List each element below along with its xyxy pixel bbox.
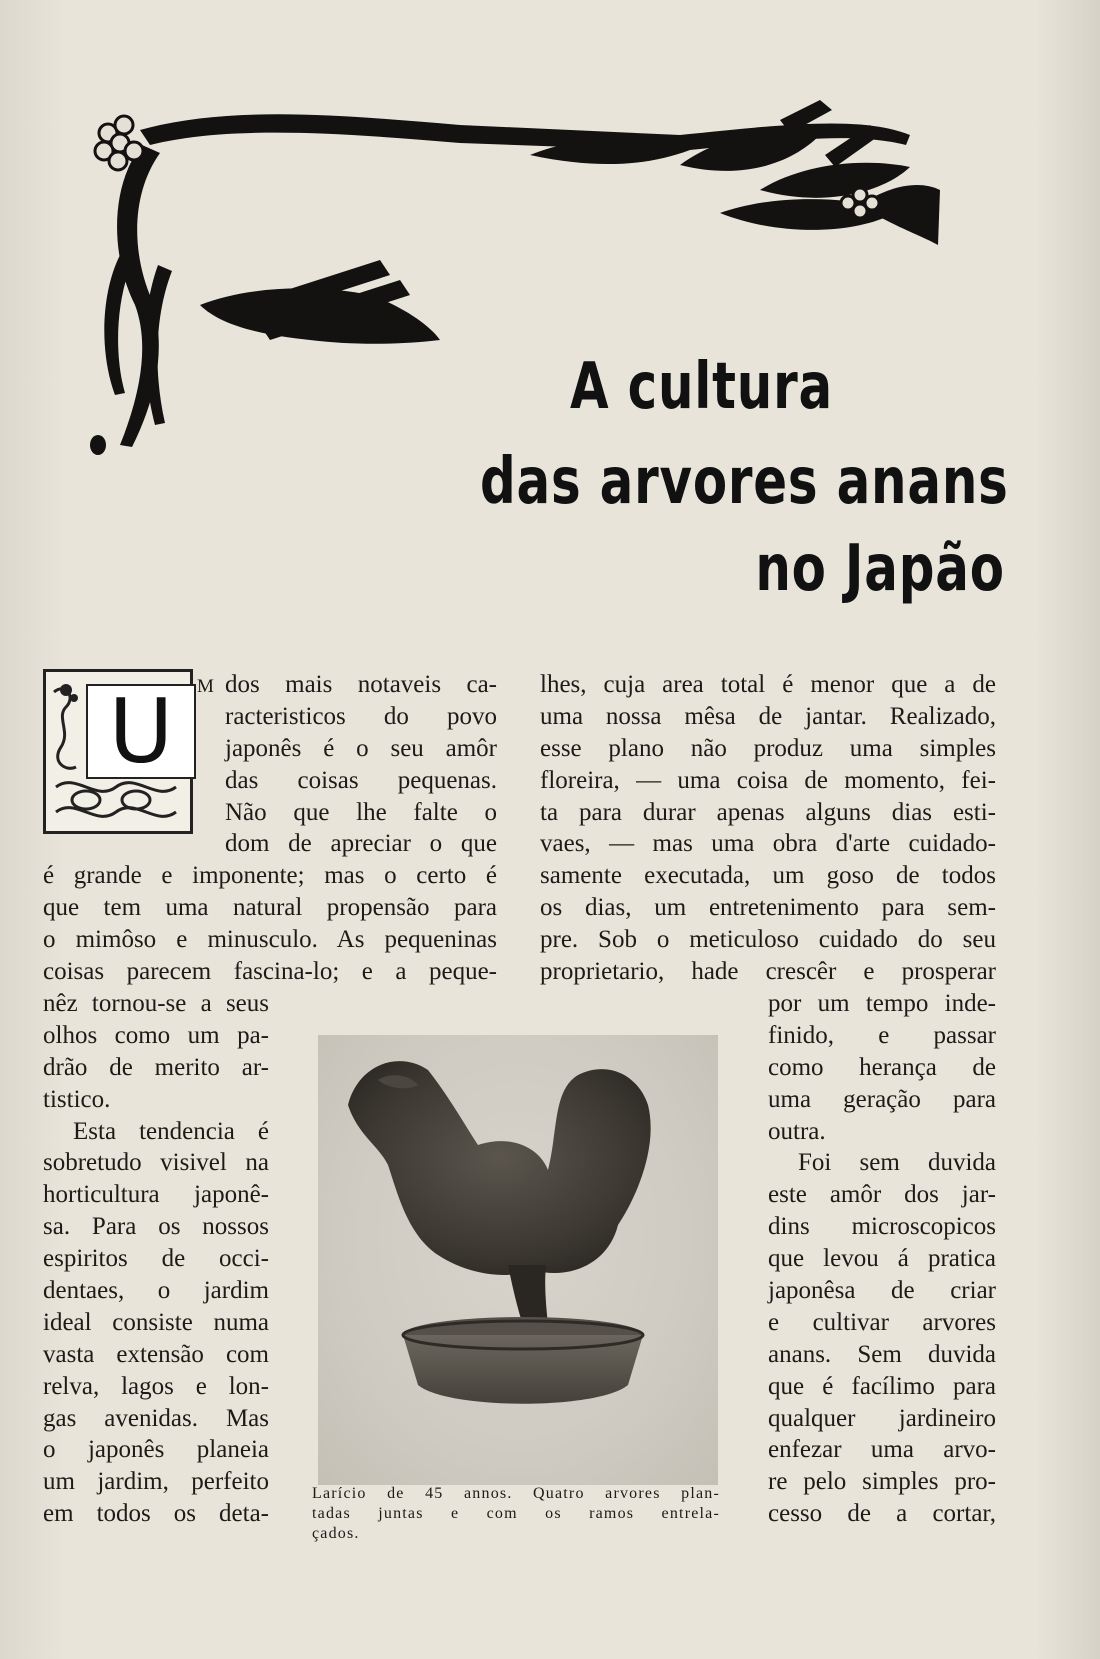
text-line: sa. Para os nossos xyxy=(43,1213,269,1241)
text-line: re pelo simples pro- xyxy=(768,1468,996,1496)
text-line: dins microscopicos xyxy=(768,1213,996,1241)
text-line: proprietario, hade crescêr e prosperar xyxy=(540,958,996,986)
text-line: ideal consiste numa xyxy=(43,1308,269,1336)
text-line: ta para durar apenas alguns dias esti- xyxy=(540,798,996,826)
text-line: horticultura japonê- xyxy=(43,1181,269,1209)
left-column-bottom xyxy=(43,988,269,1530)
photo-caption xyxy=(312,1484,720,1544)
text-line: pre. Sob o meticuloso cuidado do seu xyxy=(540,926,996,954)
title-line-1: A cultura xyxy=(570,350,833,424)
text-line: outra. xyxy=(768,1117,826,1145)
text-line: japonês é o seu amôr xyxy=(225,734,497,762)
text-line: samente executada, um goso de todos xyxy=(540,862,996,890)
text-line: Não que lhe falte o xyxy=(225,798,497,826)
text-line: finido, e passar xyxy=(768,1021,996,1049)
text-line: dos mais notaveis ca- xyxy=(225,671,497,698)
text-line: sobretudo visivel na xyxy=(43,1149,269,1177)
text-line: o japonês planeia xyxy=(43,1436,269,1464)
left-column-top xyxy=(225,669,497,860)
text-line: anans. Sem duvida xyxy=(768,1340,996,1368)
text-line: é grande e imponente; mas o certo é xyxy=(43,862,497,889)
text-line: lhes, cuja area total é menor que a de xyxy=(540,671,996,698)
text-line: por um tempo inde- xyxy=(768,990,996,1017)
caption-line: tadas juntas e com os ramos entrela- xyxy=(312,1505,720,1522)
drop-cap-letter: U xyxy=(86,684,196,779)
text-line: e cultivar arvores xyxy=(768,1308,996,1336)
text-line: das coisas pequenas. xyxy=(225,766,497,794)
bonsai-photo xyxy=(318,1035,718,1485)
text-line: um jardim, perfeito xyxy=(43,1468,269,1496)
right-column-top xyxy=(540,669,996,988)
text-line: os dias, um entretenimento para sem- xyxy=(540,894,996,922)
left-column-full-width xyxy=(43,860,497,988)
title-line-2: das arvores anans xyxy=(480,445,1009,519)
text-line: racteristicos do povo xyxy=(225,702,497,730)
caption-line: Larício de 45 annos. Quatro arvores plan- xyxy=(312,1485,720,1502)
text-line: Foi sem duvida xyxy=(798,1149,996,1177)
text-line: o mimôso e minusculo. As pequeninas xyxy=(43,925,497,953)
right-column-bottom xyxy=(768,988,996,1530)
text-line: vasta extensão com xyxy=(43,1340,269,1368)
text-line: uma nossa mêsa de jantar. Realizado, xyxy=(540,702,996,730)
title-line-3: no Japão xyxy=(755,532,1005,606)
text-line: tistico. xyxy=(43,1085,111,1113)
text-line: relva, lagos e lon- xyxy=(43,1372,269,1400)
text-line: nêz tornou-se a seus xyxy=(43,990,269,1017)
text-line: Esta tendencia é xyxy=(73,1117,269,1145)
text-line: vaes, — mas uma obra d'arte cuidado- xyxy=(540,830,996,858)
text-line: este amôr dos jar- xyxy=(768,1181,996,1209)
text-line: olhos como um pa- xyxy=(43,1021,269,1049)
art-nouveau-ornament xyxy=(80,95,960,495)
text-line: dentaes, o jardim xyxy=(43,1277,269,1305)
text-line: espiritos de occi- xyxy=(43,1245,269,1273)
text-line: cesso de a cortar, xyxy=(768,1500,996,1528)
text-line: que é facílimo para xyxy=(768,1372,996,1400)
text-line: que tem uma natural propensão para xyxy=(43,893,497,921)
caption-line: çados. xyxy=(312,1525,360,1542)
text-line: que levou á pratica xyxy=(768,1245,996,1273)
text-line: dom de apreciar o que xyxy=(225,830,497,858)
text-line: esse plano não produz uma simples xyxy=(540,734,996,762)
text-line: gas avenidas. Mas xyxy=(43,1404,269,1432)
text-line: enfezar uma arvo- xyxy=(768,1436,996,1464)
text-line: drão de merito ar- xyxy=(43,1053,269,1081)
drop-cap-continuation: M xyxy=(197,676,215,697)
text-line: como herança de xyxy=(768,1053,996,1081)
text-line: floreira, — uma coisa de momento, fei- xyxy=(540,766,996,794)
text-line: em todos os deta- xyxy=(43,1500,269,1528)
text-line: qualquer jardineiro xyxy=(768,1404,996,1432)
text-line: uma geração para xyxy=(768,1085,996,1113)
text-line: coisas parecem fascina-lo; e a peque- xyxy=(43,957,497,985)
drop-cap xyxy=(43,669,193,834)
text-line: japonêsa de criar xyxy=(768,1277,996,1305)
bonsai-illustration xyxy=(318,1035,718,1485)
